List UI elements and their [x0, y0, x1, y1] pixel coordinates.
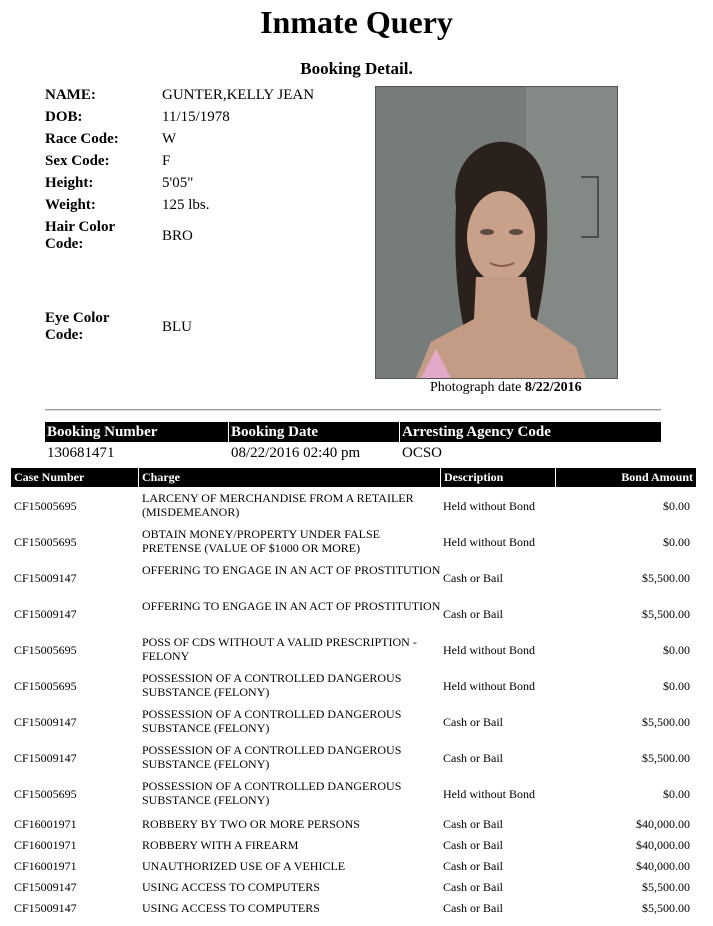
race-code-value: W: [162, 131, 177, 147]
description-cell: Cash or Bail: [443, 901, 503, 915]
charge-cell: POSSESSION OF A CONTROLLED DANGEROUS SUBSTANCE (FELONY): [142, 779, 402, 807]
charge-cell: OFFERING TO ENGAGE IN AN ACT OF PROSTITUTION: [142, 599, 441, 613]
case-number-cell: CF15009147: [14, 607, 77, 621]
case-number-cell: CF16001971: [14, 817, 77, 831]
bond-amount-cell: $5,500.00: [642, 571, 690, 585]
dob-value: 11/15/1978: [162, 109, 230, 125]
case-number-cell: CF15005695: [14, 679, 77, 693]
sex-code-label: Sex Code:: [45, 153, 110, 169]
bond-amount-cell: $0.00: [663, 787, 690, 801]
case-number-cell: CF15005695: [14, 643, 77, 657]
bond-amount-cell: $5,500.00: [642, 880, 690, 894]
arresting-agency-header: Arresting Agency Code: [400, 422, 661, 442]
charge-cell: USING ACCESS TO COMPUTERS: [142, 880, 320, 894]
bond-amount-cell: $40,000.00: [636, 817, 690, 831]
description-cell: Cash or Bail: [443, 715, 503, 729]
case-number-cell: CF15009147: [14, 571, 77, 585]
charge-cell: OFFERING TO ENGAGE IN AN ACT OF PROSTITUTION: [142, 563, 441, 577]
hair-color-label: Hair Color Code:: [45, 219, 115, 252]
eye-color-value: BLU: [162, 319, 192, 335]
description-cell: Cash or Bail: [443, 859, 503, 873]
description-header: Description: [441, 468, 555, 487]
bond-amount-header: Bond Amount: [556, 468, 696, 487]
sex-code-value: F: [162, 153, 171, 169]
case-number-cell: CF15009147: [14, 751, 77, 765]
description-cell: Held without Bond: [443, 679, 535, 693]
case-number-cell: CF15009147: [14, 901, 77, 915]
name-value: GUNTER,KELLY JEAN: [162, 87, 315, 103]
case-number-cell: CF15005695: [14, 787, 77, 801]
charge-cell: POSS OF CDS WITHOUT A VALID PRESCRIPTION - FELONY: [142, 635, 417, 663]
photo-caption-date: 8/22/2016: [524, 380, 582, 395]
height-value: 5'05": [162, 175, 194, 191]
charge-cell: POSSESSION OF A CONTROLLED DANGEROUS SUBSTANCE (FELONY): [142, 707, 402, 735]
booking-date-value: 08/22/2016 02:40 pm: [231, 445, 361, 461]
section-divider: [45, 409, 661, 411]
description-cell: Held without Bond: [443, 499, 535, 513]
weight-value: 125 lbs.: [162, 197, 210, 213]
bond-amount-cell: $40,000.00: [636, 859, 690, 873]
height-label: Height:: [45, 175, 94, 191]
description-cell: Cash or Bail: [443, 838, 503, 852]
dob-label: DOB:: [45, 109, 83, 125]
charge-cell: ROBBERY WITH A FIREARM: [142, 838, 299, 852]
photo-caption-prefix: Photograph date: [430, 380, 522, 395]
description-cell: Cash or Bail: [443, 607, 503, 621]
bond-amount-cell: $40,000.00: [636, 838, 690, 852]
case-number-cell: CF15009147: [14, 715, 77, 729]
booking-number-value: 130681471: [47, 445, 115, 461]
bond-amount-cell: $5,500.00: [642, 715, 690, 729]
booking-photo: [375, 86, 618, 379]
charge-cell: OBTAIN MONEY/PROPERTY UNDER FALSE PRETENSE (VALUE OF $1000 OR MORE): [142, 527, 380, 555]
weight-label: Weight:: [45, 197, 96, 213]
bond-amount-cell: $0.00: [663, 679, 690, 693]
photograph-date: [430, 380, 582, 396]
description-cell: Cash or Bail: [443, 880, 503, 894]
charge-header: Charge: [139, 468, 440, 487]
description-cell: Held without Bond: [443, 535, 535, 549]
arresting-agency-value: OCSO: [402, 445, 443, 461]
bond-amount-cell: $0.00: [663, 643, 690, 657]
hair-color-value: BRO: [162, 228, 193, 244]
race-code-label: Race Code:: [45, 131, 119, 147]
page-title: Inmate Query: [260, 4, 453, 40]
eye-color-label: Eye Color Code:: [45, 310, 110, 343]
description-cell: Cash or Bail: [443, 817, 503, 831]
charge-cell: POSSESSION OF A CONTROLLED DANGEROUS SUBSTANCE (FELONY): [142, 743, 402, 771]
charge-cell: UNAUTHORIZED USE OF A VEHICLE: [142, 859, 346, 873]
booking-number-header: Booking Number: [45, 422, 228, 442]
bond-amount-cell: $0.00: [663, 535, 690, 549]
name-label: NAME:: [45, 87, 96, 103]
bond-amount-cell: $0.00: [663, 499, 690, 513]
case-number-header: Case Number: [11, 468, 138, 487]
case-number-cell: CF15005695: [14, 499, 77, 513]
charge-cell: ROBBERY BY TWO OR MORE PERSONS: [142, 817, 360, 831]
case-number-cell: CF15009147: [14, 880, 77, 894]
charge-cell: POSSESSION OF A CONTROLLED DANGEROUS SUBSTANCE (FELONY): [142, 671, 402, 699]
charge-cell: LARCENY OF MERCHANDISE FROM A RETAILER (MISDEMEANOR): [142, 491, 414, 519]
case-number-cell: CF16001971: [14, 838, 77, 852]
booking-date-header: Booking Date: [229, 422, 399, 442]
bond-amount-cell: $5,500.00: [642, 607, 690, 621]
bond-amount-cell: $5,500.00: [642, 901, 690, 915]
description-cell: Cash or Bail: [443, 571, 503, 585]
case-number-cell: CF15005695: [14, 535, 77, 549]
case-number-cell: CF16001971: [14, 859, 77, 873]
description-cell: Cash or Bail: [443, 751, 503, 765]
bond-amount-cell: $5,500.00: [642, 751, 690, 765]
booking-detail-heading: Booking Detail.: [300, 59, 413, 78]
description-cell: Held without Bond: [443, 787, 535, 801]
description-cell: Held without Bond: [443, 643, 535, 657]
charge-cell: USING ACCESS TO COMPUTERS: [142, 901, 320, 915]
